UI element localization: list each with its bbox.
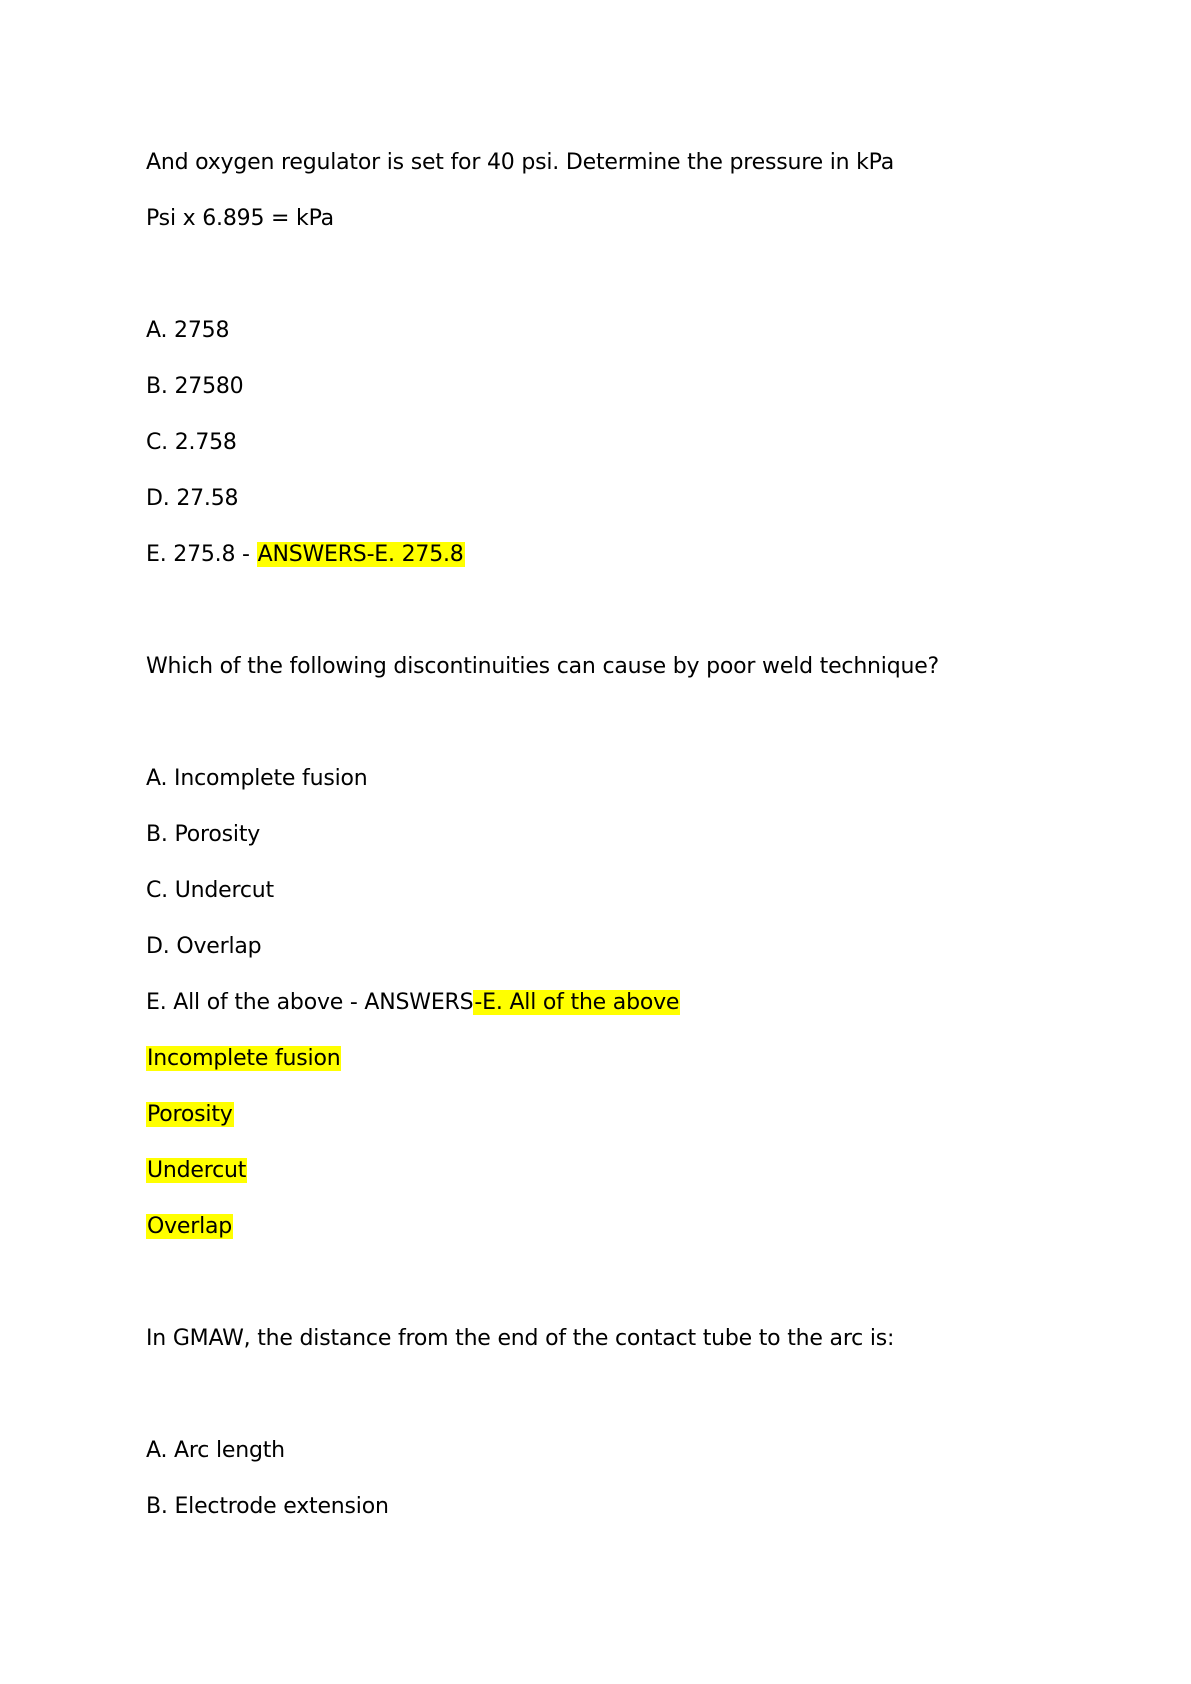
q3-option-a: A. Arc length [146, 1438, 285, 1463]
q2-explanation-2-text: Porosity [147, 1102, 233, 1127]
q2-explanation-3-text: Undercut [147, 1158, 247, 1183]
q2-explanation-1 [146, 1044, 341, 1074]
question-1-text: And oxygen regulator is set for 40 psi. Determine the pressure in kPa [146, 150, 895, 175]
q2-option-d: D. Overlap [146, 934, 262, 959]
question-3-text: In GMAW, the distance from the end of the contact tube to the arc is: [146, 1326, 895, 1351]
q1-option-e-text: E. 275.8 - [146, 542, 257, 567]
q2-option-a: A. Incomplete fusion [146, 766, 368, 791]
q2-option-e-text: E. All of the above - ANSWERS [146, 990, 474, 1015]
q1-option-c: C. 2.758 [146, 430, 237, 455]
q1-option-a: A. 2758 [146, 318, 230, 343]
q2-option-b: B. Porosity [146, 822, 261, 847]
q1-option-b: B. 27580 [146, 374, 244, 399]
q2-explanation-3 [146, 1156, 247, 1186]
q2-answer-highlight: -E. All of the above [474, 990, 680, 1015]
q2-option-e [146, 988, 680, 1018]
q1-option-d: D. 27.58 [146, 486, 239, 511]
q3-option-b: B. Electrode extension [146, 1494, 389, 1519]
q2-explanation-1-text: Incomplete fusion [147, 1046, 341, 1071]
q1-option-e [146, 540, 465, 570]
q2-explanation-4 [146, 1212, 233, 1242]
question-2-text: Which of the following discontinuities can cause by poor weld technique? [146, 654, 940, 679]
q1-answer-highlight: ANSWERS-E. 275.8 [257, 542, 464, 567]
question-1-formula: Psi x 6.895 = kPa [146, 206, 334, 231]
q2-explanation-2 [146, 1100, 234, 1130]
q2-option-c: C. Undercut [146, 878, 274, 903]
q2-explanation-4-text: Overlap [147, 1214, 233, 1239]
